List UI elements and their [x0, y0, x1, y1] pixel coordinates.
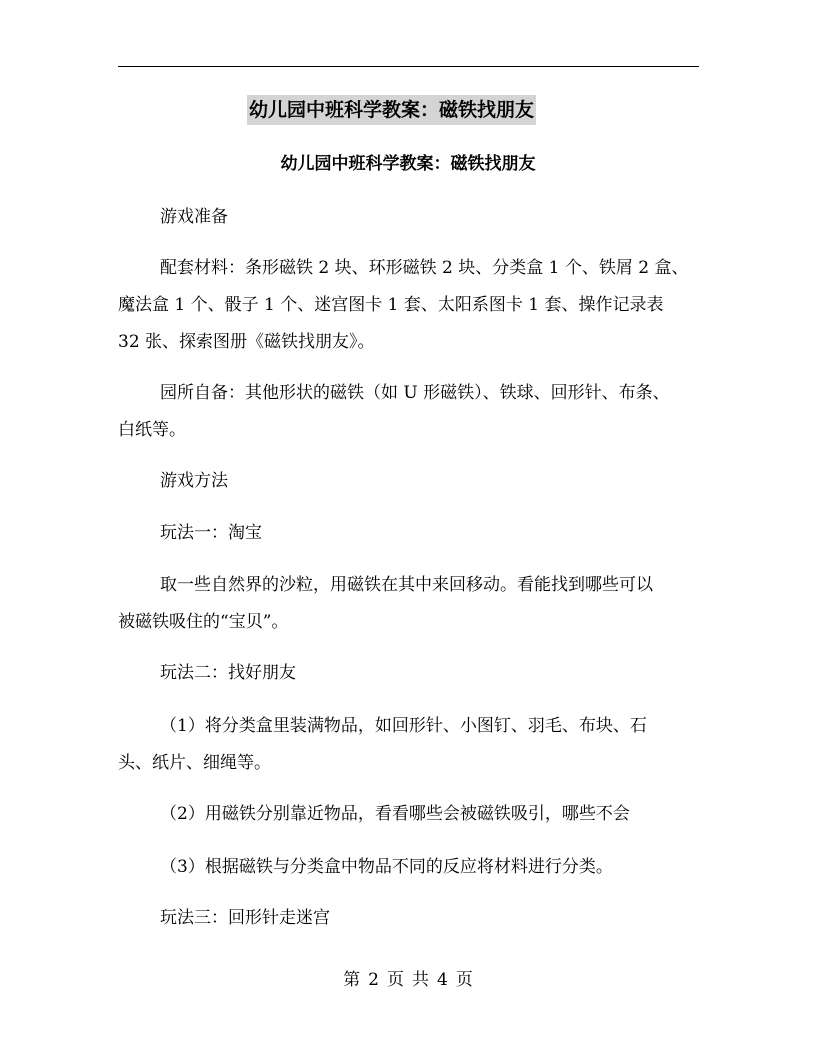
paragraph-line: 玩法二：找好朋友: [160, 663, 296, 683]
paragraph-line: 游戏方法: [160, 471, 228, 491]
paragraph-line: （3）根据磁铁与分类盒中物品不同的反应将材料进行分类。: [160, 857, 613, 877]
header-rule: [118, 66, 699, 67]
paragraph-kit-materials: [118, 250, 708, 361]
paragraph-line: 魔法盒 1 个、骰子 1 个、迷宫图卡 1 套、太阳系图卡 1 套、操作记录表: [118, 295, 664, 315]
subheading-play-three: [118, 900, 708, 937]
paragraph-line: 配套材料：条形磁铁 2 块、环形磁铁 2 块、分类盒 1 个、铁屑 2 盒、: [160, 258, 689, 278]
footer-prefix: 第: [343, 970, 361, 990]
paragraph-line: （1）将分类盒里装满物品，如回形针、小图钉、羽毛、布块、石: [160, 716, 647, 736]
paragraph-step-one: [118, 708, 708, 782]
paragraph-line: 玩法三：回形针走迷宫: [160, 908, 330, 928]
paragraph-step-three: [118, 849, 708, 886]
paragraph-line: 取一些自然界的沙粒，用磁铁在其中来回移动。看能找到哪些可以: [160, 575, 653, 595]
paragraph-line: 32 张、探索图册《磁铁找朋友》。: [118, 332, 375, 352]
page-footer: [0, 968, 816, 992]
paragraph-school-materials: [118, 375, 708, 449]
section-heading-methods: [118, 463, 708, 500]
footer-total-word: 共: [412, 970, 429, 990]
header-title: 幼儿园中班科学教案：磁铁找朋友: [247, 95, 536, 125]
footer-page-word: 页: [387, 970, 404, 990]
paragraph-step-two: [118, 796, 708, 833]
paragraph-line: 被磁铁吸住的“宝贝”。: [118, 612, 289, 632]
paragraph-line: 白纸等。: [118, 420, 186, 440]
paragraph-line: 园所自备：其他形状的磁铁（如 U 形磁铁）、铁球、回形针、布条、: [160, 383, 670, 403]
paragraph-line: 头、纸片、细绳等。: [118, 753, 271, 773]
footer-total-pages: 4: [437, 970, 448, 990]
paragraph-line: （2）用磁铁分别靠近物品，看看哪些会被磁铁吸引，哪些不会: [160, 804, 630, 824]
subheading-play-one: [118, 515, 708, 552]
footer-suffix: 页: [455, 970, 473, 990]
paragraph-play-one: [118, 567, 708, 641]
paragraph-line: 玩法一：淘宝: [160, 523, 262, 543]
section-heading-preparation: [118, 199, 708, 236]
subheading-play-two: [118, 655, 708, 692]
footer-page-number: 2: [368, 970, 379, 990]
document-title: 幼儿园中班科学教案：磁铁找朋友: [280, 154, 536, 174]
paragraph-line: 游戏准备: [160, 207, 228, 227]
